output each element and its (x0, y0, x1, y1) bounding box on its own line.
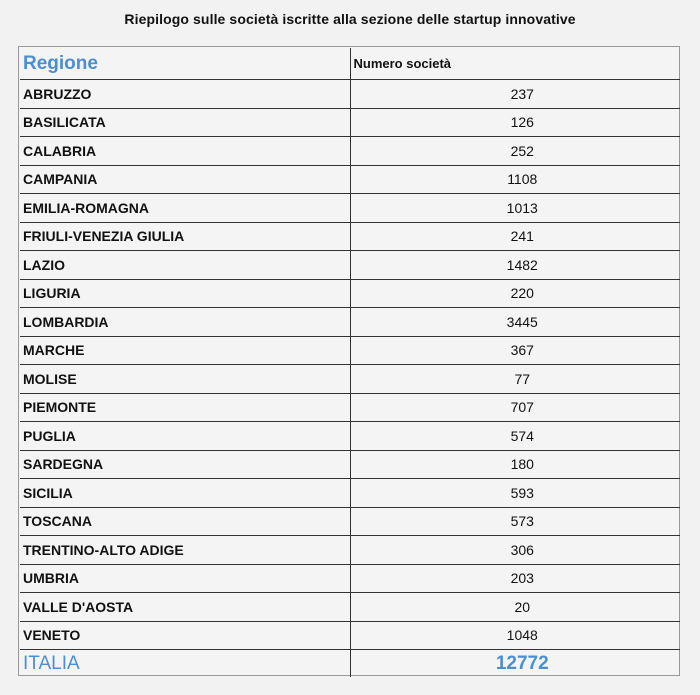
table-row (20, 194, 680, 223)
region-count: 77 (350, 365, 680, 394)
table-row (20, 165, 680, 194)
region-name: EMILIA-ROMAGNA (20, 194, 350, 223)
region-name: MOLISE (20, 365, 350, 394)
region-name: CAMPANIA (20, 165, 350, 194)
table-row (20, 251, 680, 280)
header-region: Regione (20, 48, 350, 80)
table-row (20, 365, 680, 394)
region-name: VENETO (20, 621, 350, 650)
region-name: LOMBARDIA (20, 308, 350, 337)
region-count: 1108 (350, 165, 680, 194)
total-row (20, 650, 680, 678)
table-row (20, 279, 680, 308)
region-count: 574 (350, 422, 680, 451)
table-row (20, 536, 680, 565)
region-name: TRENTINO-ALTO ADIGE (20, 536, 350, 565)
region-count: 1048 (350, 621, 680, 650)
startup-table (20, 48, 680, 677)
region-count: 20 (350, 593, 680, 622)
table-row (20, 621, 680, 650)
region-count: 241 (350, 222, 680, 251)
table-row (20, 308, 680, 337)
region-count: 707 (350, 393, 680, 422)
table-row (20, 507, 680, 536)
table-row (20, 479, 680, 508)
region-count: 573 (350, 507, 680, 536)
region-name: PUGLIA (20, 422, 350, 451)
table-row (20, 222, 680, 251)
region-count: 306 (350, 536, 680, 565)
region-name: ABRUZZO (20, 80, 350, 109)
region-count: 180 (350, 450, 680, 479)
table-row (20, 336, 680, 365)
page-title: Riepilogo sulle società iscritte alla sezione delle startup innovative (124, 11, 576, 27)
region-count: 593 (350, 479, 680, 508)
region-name: LAZIO (20, 251, 350, 280)
region-count: 203 (350, 564, 680, 593)
region-count: 237 (350, 80, 680, 109)
table-row (20, 108, 680, 137)
region-count: 3445 (350, 308, 680, 337)
table-header-row (20, 48, 680, 80)
table-row (20, 393, 680, 422)
region-name: SICILIA (20, 479, 350, 508)
region-count: 1013 (350, 194, 680, 223)
region-count: 1482 (350, 251, 680, 280)
region-name: TOSCANA (20, 507, 350, 536)
region-name: UMBRIA (20, 564, 350, 593)
region-name: FRIULI-VENEZIA GIULIA (20, 222, 350, 251)
table-row (20, 137, 680, 166)
region-name: MARCHE (20, 336, 350, 365)
total-count: 12772 (495, 652, 549, 674)
table-row (20, 450, 680, 479)
region-name: PIEMONTE (20, 393, 350, 422)
table-row (20, 564, 680, 593)
region-name: SARDEGNA (20, 450, 350, 479)
table-row (20, 422, 680, 451)
table-row (20, 80, 680, 109)
total-label: ITALIA (20, 650, 350, 678)
region-name: LIGURIA (20, 279, 350, 308)
region-count: 220 (350, 279, 680, 308)
region-count: 367 (350, 336, 680, 365)
region-name: BASILICATA (20, 108, 350, 137)
region-name: VALLE D'AOSTA (20, 593, 350, 622)
table-row (20, 593, 680, 622)
region-count: 252 (350, 137, 680, 166)
header-count: Numero società (350, 48, 680, 80)
region-name: CALABRIA (20, 137, 350, 166)
region-count: 126 (350, 108, 680, 137)
